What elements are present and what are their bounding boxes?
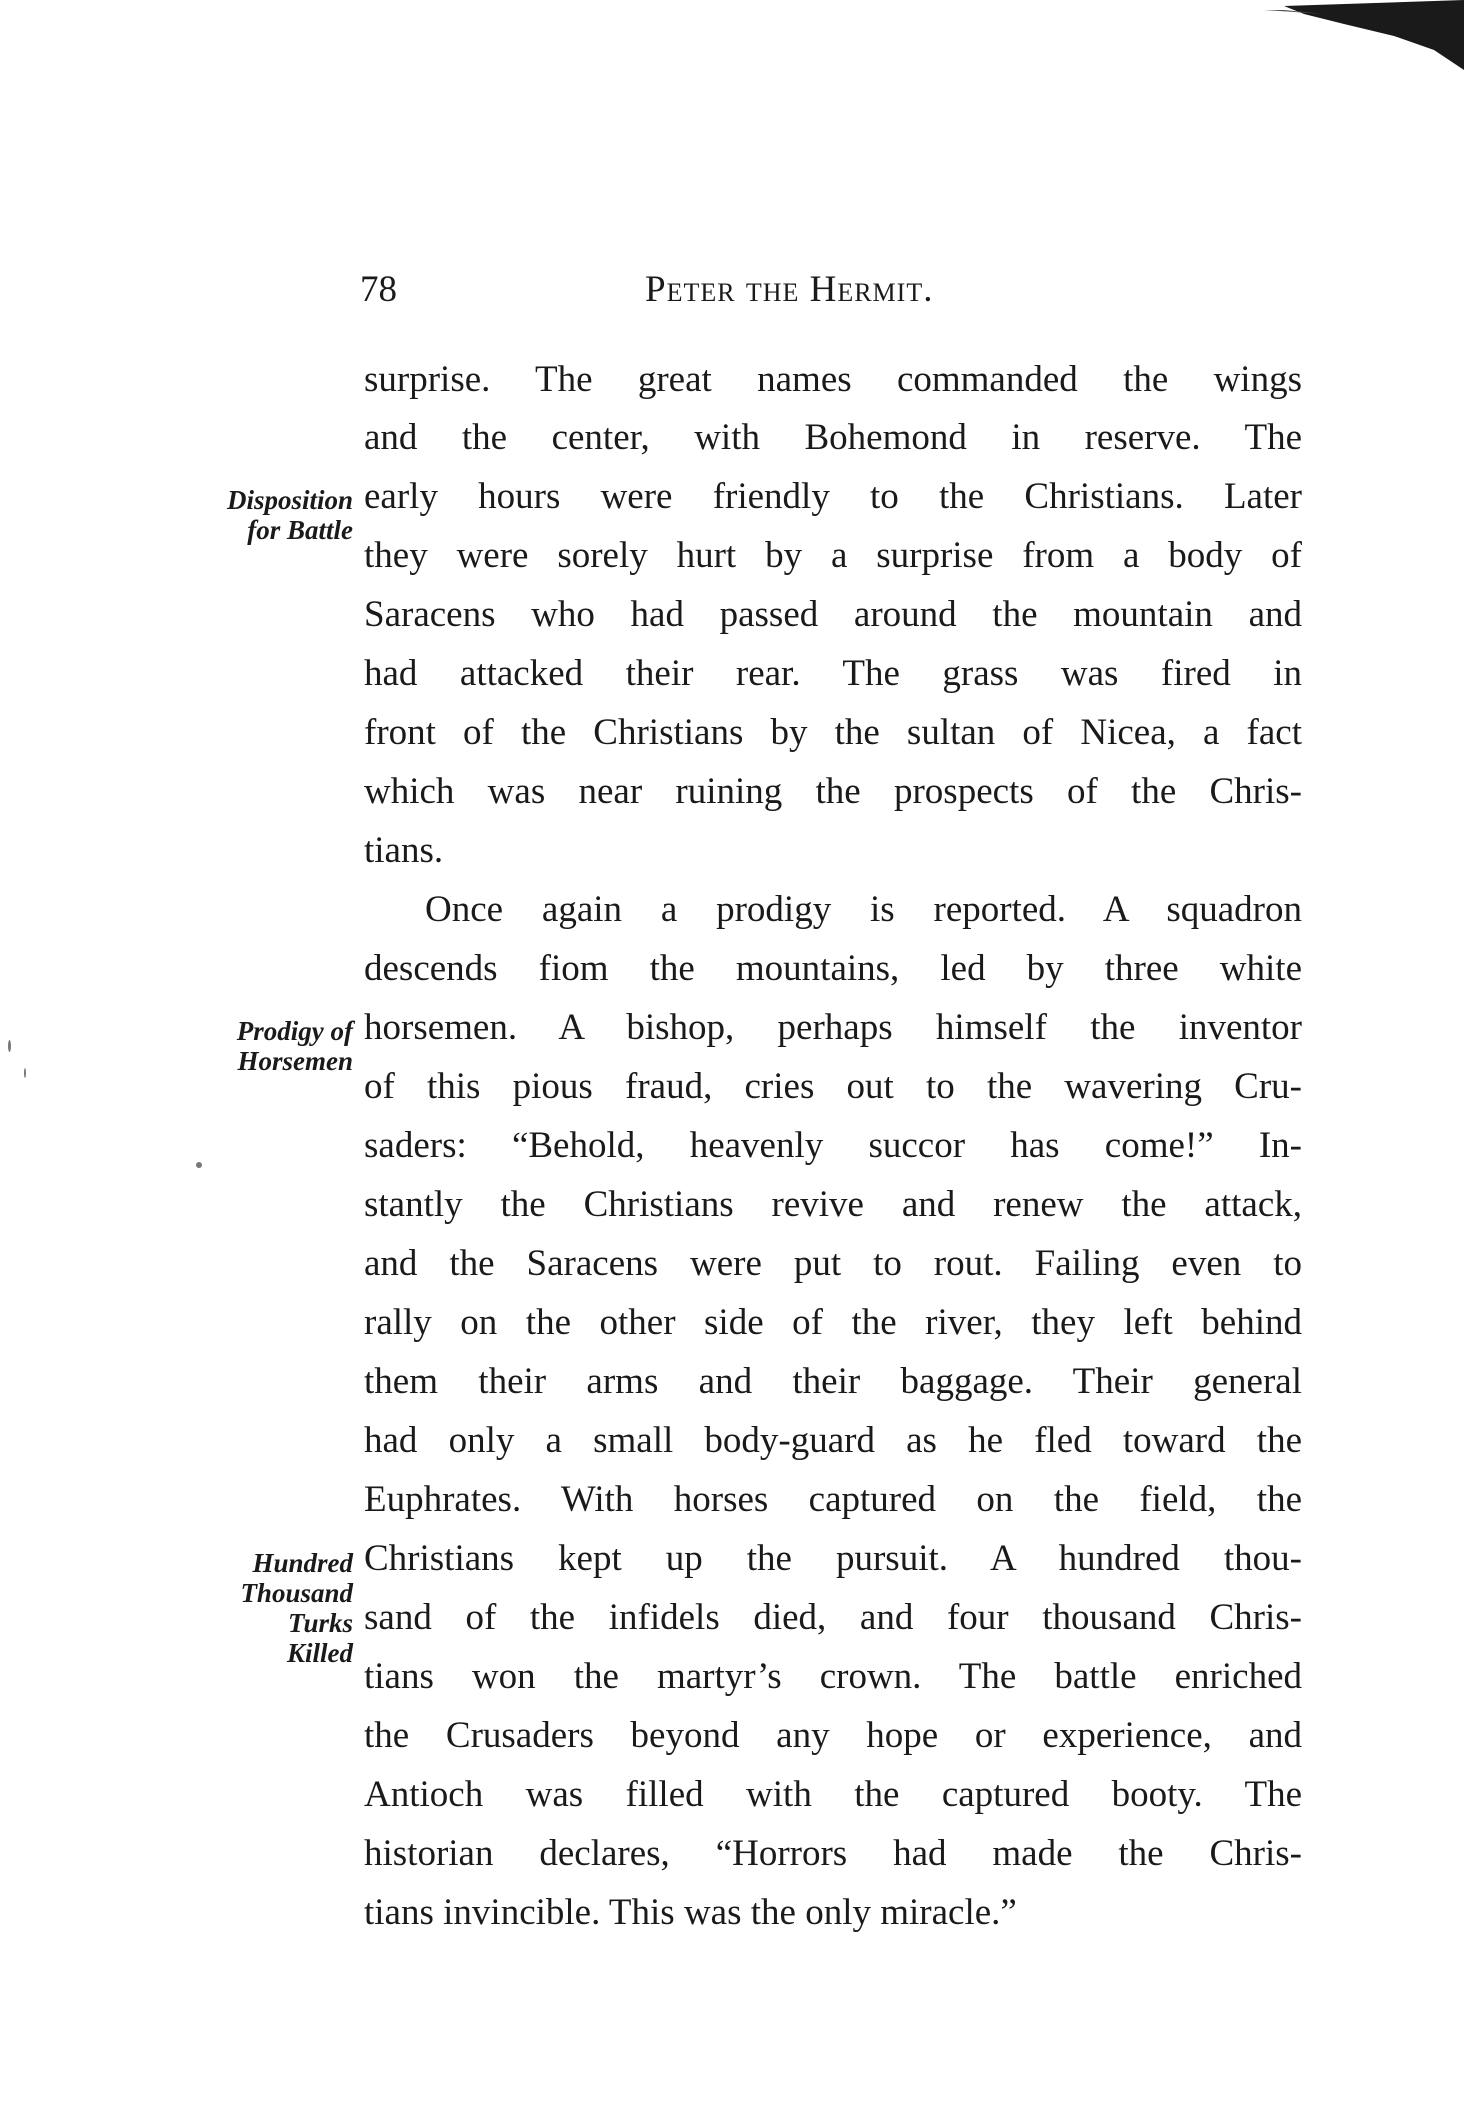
text-line: them their arms and their baggage. Their general [364, 1361, 1302, 1402]
scan-speck [196, 1162, 202, 1168]
side-note-line: Disposition [226, 485, 353, 515]
text-line: and the Saracens were put to rout. Failing even to [364, 1243, 1302, 1284]
side-note-hundred-thousand [240, 1548, 353, 1668]
text-line: saders: “Behold, heavenly succor has come!” In- [364, 1125, 1302, 1166]
page-number: 78 [360, 269, 397, 310]
text-line: of this pious fraud, cries out to the wavering Cru- [364, 1066, 1302, 1107]
text-line: front of the Christians by the sultan of Nicea, a fact [364, 712, 1302, 753]
text-line: Saracens who had passed around the mountain and [364, 594, 1302, 635]
text-line: the Crusaders beyond any hope or experience, and [364, 1715, 1302, 1756]
text-line: Once again a prodigy is reported. A squadron [425, 889, 1302, 930]
text-line: early hours were friendly to the Christians. Later [364, 476, 1302, 517]
side-note-line: Hundred [252, 1548, 353, 1578]
side-note-disposition [227, 485, 353, 545]
side-note-line: Thousand [240, 1578, 353, 1608]
side-note-line: Turks [287, 1608, 353, 1638]
scan-speck [8, 1040, 11, 1052]
text-line: which was near ruining the prospects of the Chris- [364, 771, 1302, 812]
text-line: horsemen. A bishop, perhaps himself the inventor [364, 1007, 1302, 1048]
scan-speck [24, 1068, 26, 1078]
text-line: Antioch was filled with the captured booty. The [364, 1774, 1302, 1815]
text-line: historian declares, “Horrors had made the Chris- [364, 1833, 1302, 1874]
text-line: Christians kept up the pursuit. A hundred thou- [364, 1538, 1302, 1579]
text-line: tians won the martyr’s crown. The battle enriched [364, 1656, 1302, 1697]
text-line: surprise. The great names commanded the wings [364, 359, 1302, 400]
side-note-line: Prodigy of [236, 1016, 353, 1046]
side-note-line: for Battle [247, 515, 353, 545]
text-line: had attacked their rear. The grass was fired in [364, 653, 1302, 694]
text-line: tians. [364, 830, 444, 871]
text-line: and the center, with Bohemond in reserve. The [364, 417, 1302, 458]
text-line: sand of the infidels died, and four thousand Chris- [364, 1597, 1302, 1638]
text-line: they were sorely hurt by a surprise from a body of [364, 535, 1302, 576]
text-line: stantly the Christians revive and renew the attack, [364, 1184, 1302, 1225]
text-line: descends fiom the mountains, led by three white [364, 948, 1302, 989]
side-note-line: Horsemen [237, 1046, 353, 1076]
text-line: had only a small body-guard as he fled toward the [364, 1420, 1302, 1461]
text-line: rally on the other side of the river, they left behind [364, 1302, 1302, 1343]
text-line: Euphrates. With horses captured on the field, the [364, 1479, 1302, 1520]
scan-edge-mark [1264, 0, 1464, 70]
running-title: Peter the Hermit. [645, 269, 934, 310]
side-note-line: Killed [287, 1638, 353, 1668]
page-header [360, 262, 1300, 322]
text-line: tians invincible. This was the only miracle.” [364, 1892, 1017, 1933]
side-note-prodigy [237, 1016, 353, 1076]
